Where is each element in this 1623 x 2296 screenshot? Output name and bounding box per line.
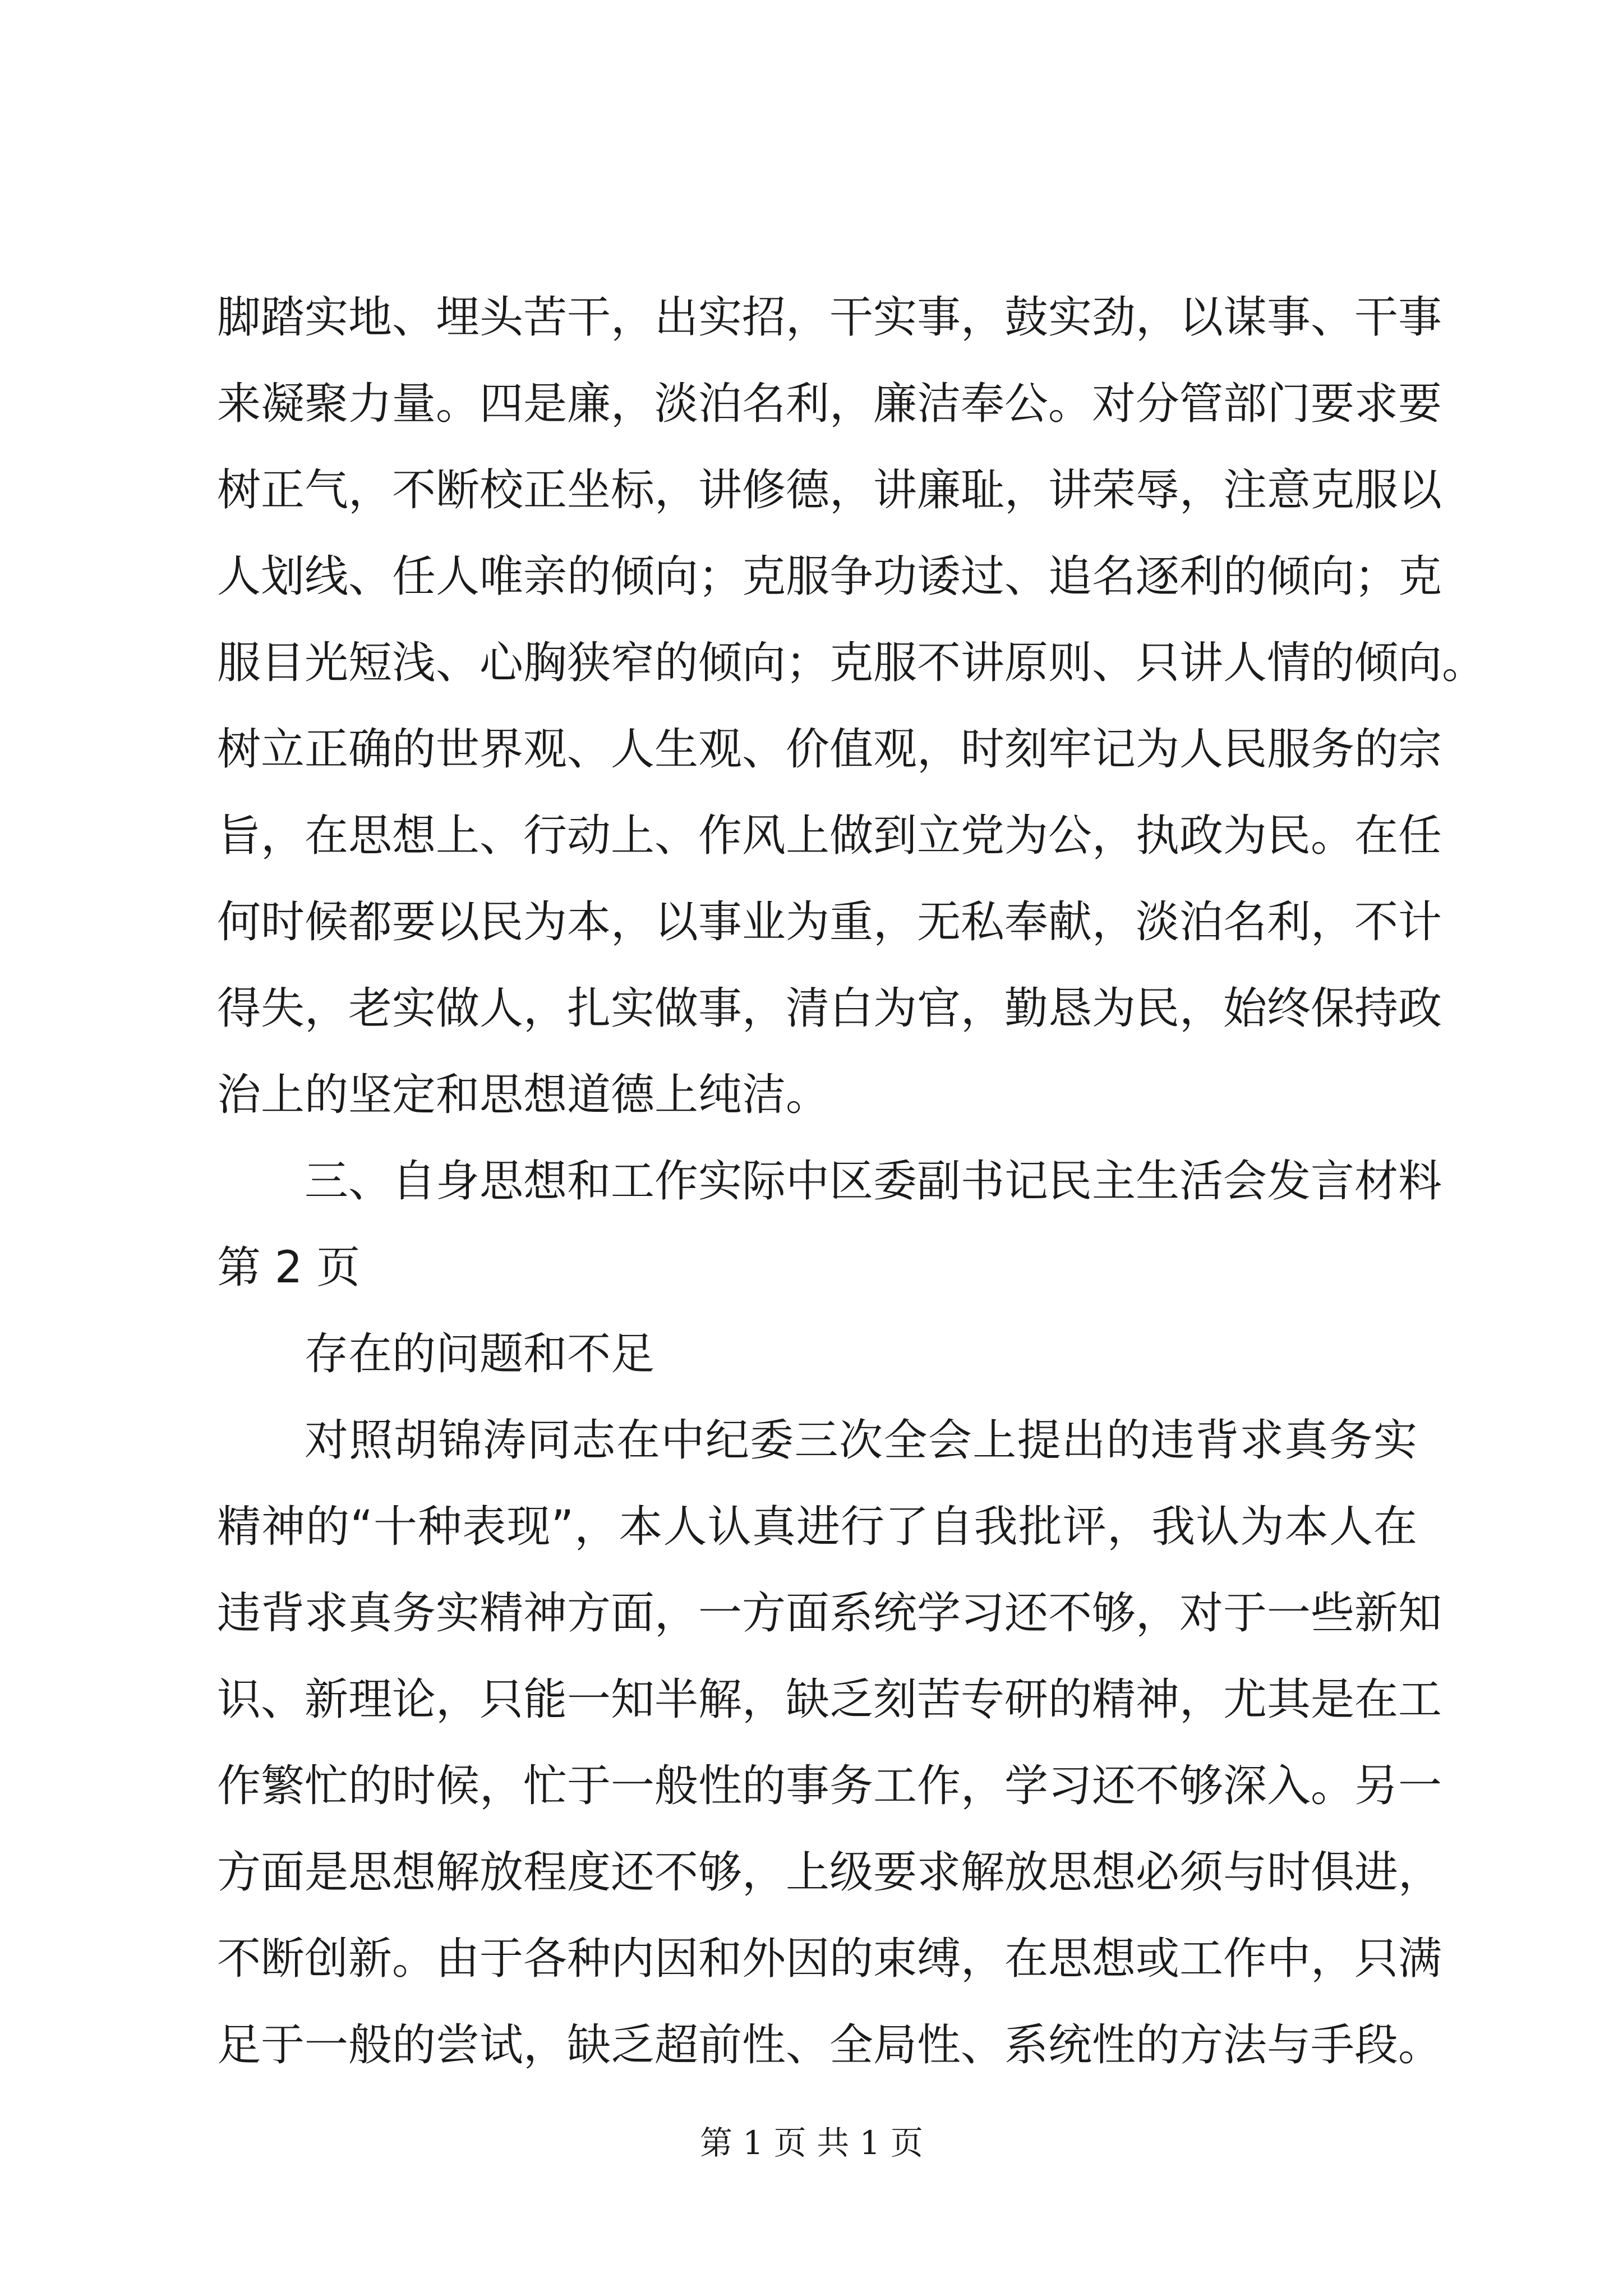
- text-line: 作繁忙的时候，忙于一般性的事务工作，学习还不够深入。另一: [217, 1761, 1442, 1811]
- page-footer: 第 1 页 共 1 页: [700, 2124, 923, 2162]
- text-line: 足于一般的尝试，缺乏超前性、全局性、系统性的方法与手段。: [217, 2020, 1442, 2070]
- text-line: 识、新理论，只能一知半解，缺乏刻苦专研的精神，尤其是在工: [217, 1674, 1442, 1725]
- section-heading-continuation: 第 2 页: [217, 1243, 361, 1293]
- text-line: 违背求真务实精神方面，一方面系统学习还不够，对于一些新知: [217, 1588, 1442, 1639]
- text-line: 对照胡锦涛同志在中纪委三次全会上提出的违背求真务实: [305, 1415, 1417, 1466]
- text-line: 树正气，不断校正坐标，讲修德，讲廉耻，讲荣辱，注意克服以: [217, 465, 1442, 516]
- text-line: 何时候都要以民为本，以事业为重，无私奉献，淡泊名利，不计: [217, 897, 1442, 947]
- text-line: 脚踏实地、埋头苦干，出实招，干实事，鼓实劲，以谋事、干事: [217, 292, 1442, 343]
- text-line: 方面是思想解放程度还不够，上级要求解放思想必须与时俱进，: [217, 1847, 1442, 1898]
- subheading: 存在的问题和不足: [305, 1329, 655, 1379]
- document-body: [217, 274, 1486, 2088]
- text-line: 服目光短浅、心胸狭窄的倾向；克服不讲原则、只讲人情的倾向。: [217, 638, 1486, 688]
- text-line: 不断创新。由于各种内因和外因的束缚，在思想或工作中，只满: [217, 1934, 1442, 1984]
- section-heading: 三、自身思想和工作实际中区委副书记民主生活会发言材料: [305, 1156, 1442, 1207]
- text-line: 治上的坚定和思想道德上纯洁。: [217, 1070, 830, 1120]
- text-line: 旨，在思想上、行动上、作风上做到立党为公，执政为民。在任: [217, 811, 1442, 861]
- text-line: 人划线、任人唯亲的倾向；克服争功诿过、追名逐利的倾向；克: [217, 551, 1442, 602]
- text-line: 得失，老实做人，扎实做事，清白为官，勤恳为民，始终保持政: [217, 983, 1442, 1034]
- text-line: 精神的“十种表现”，本人认真进行了自我批评，我认为本人在: [217, 1502, 1417, 1552]
- text-line: 来凝聚力量。四是廉，淡泊名利，廉洁奉公。对分管部门要求要: [217, 379, 1442, 429]
- text-line: 树立正确的世界观、人生观、价值观，时刻牢记为人民服务的宗: [217, 724, 1442, 775]
